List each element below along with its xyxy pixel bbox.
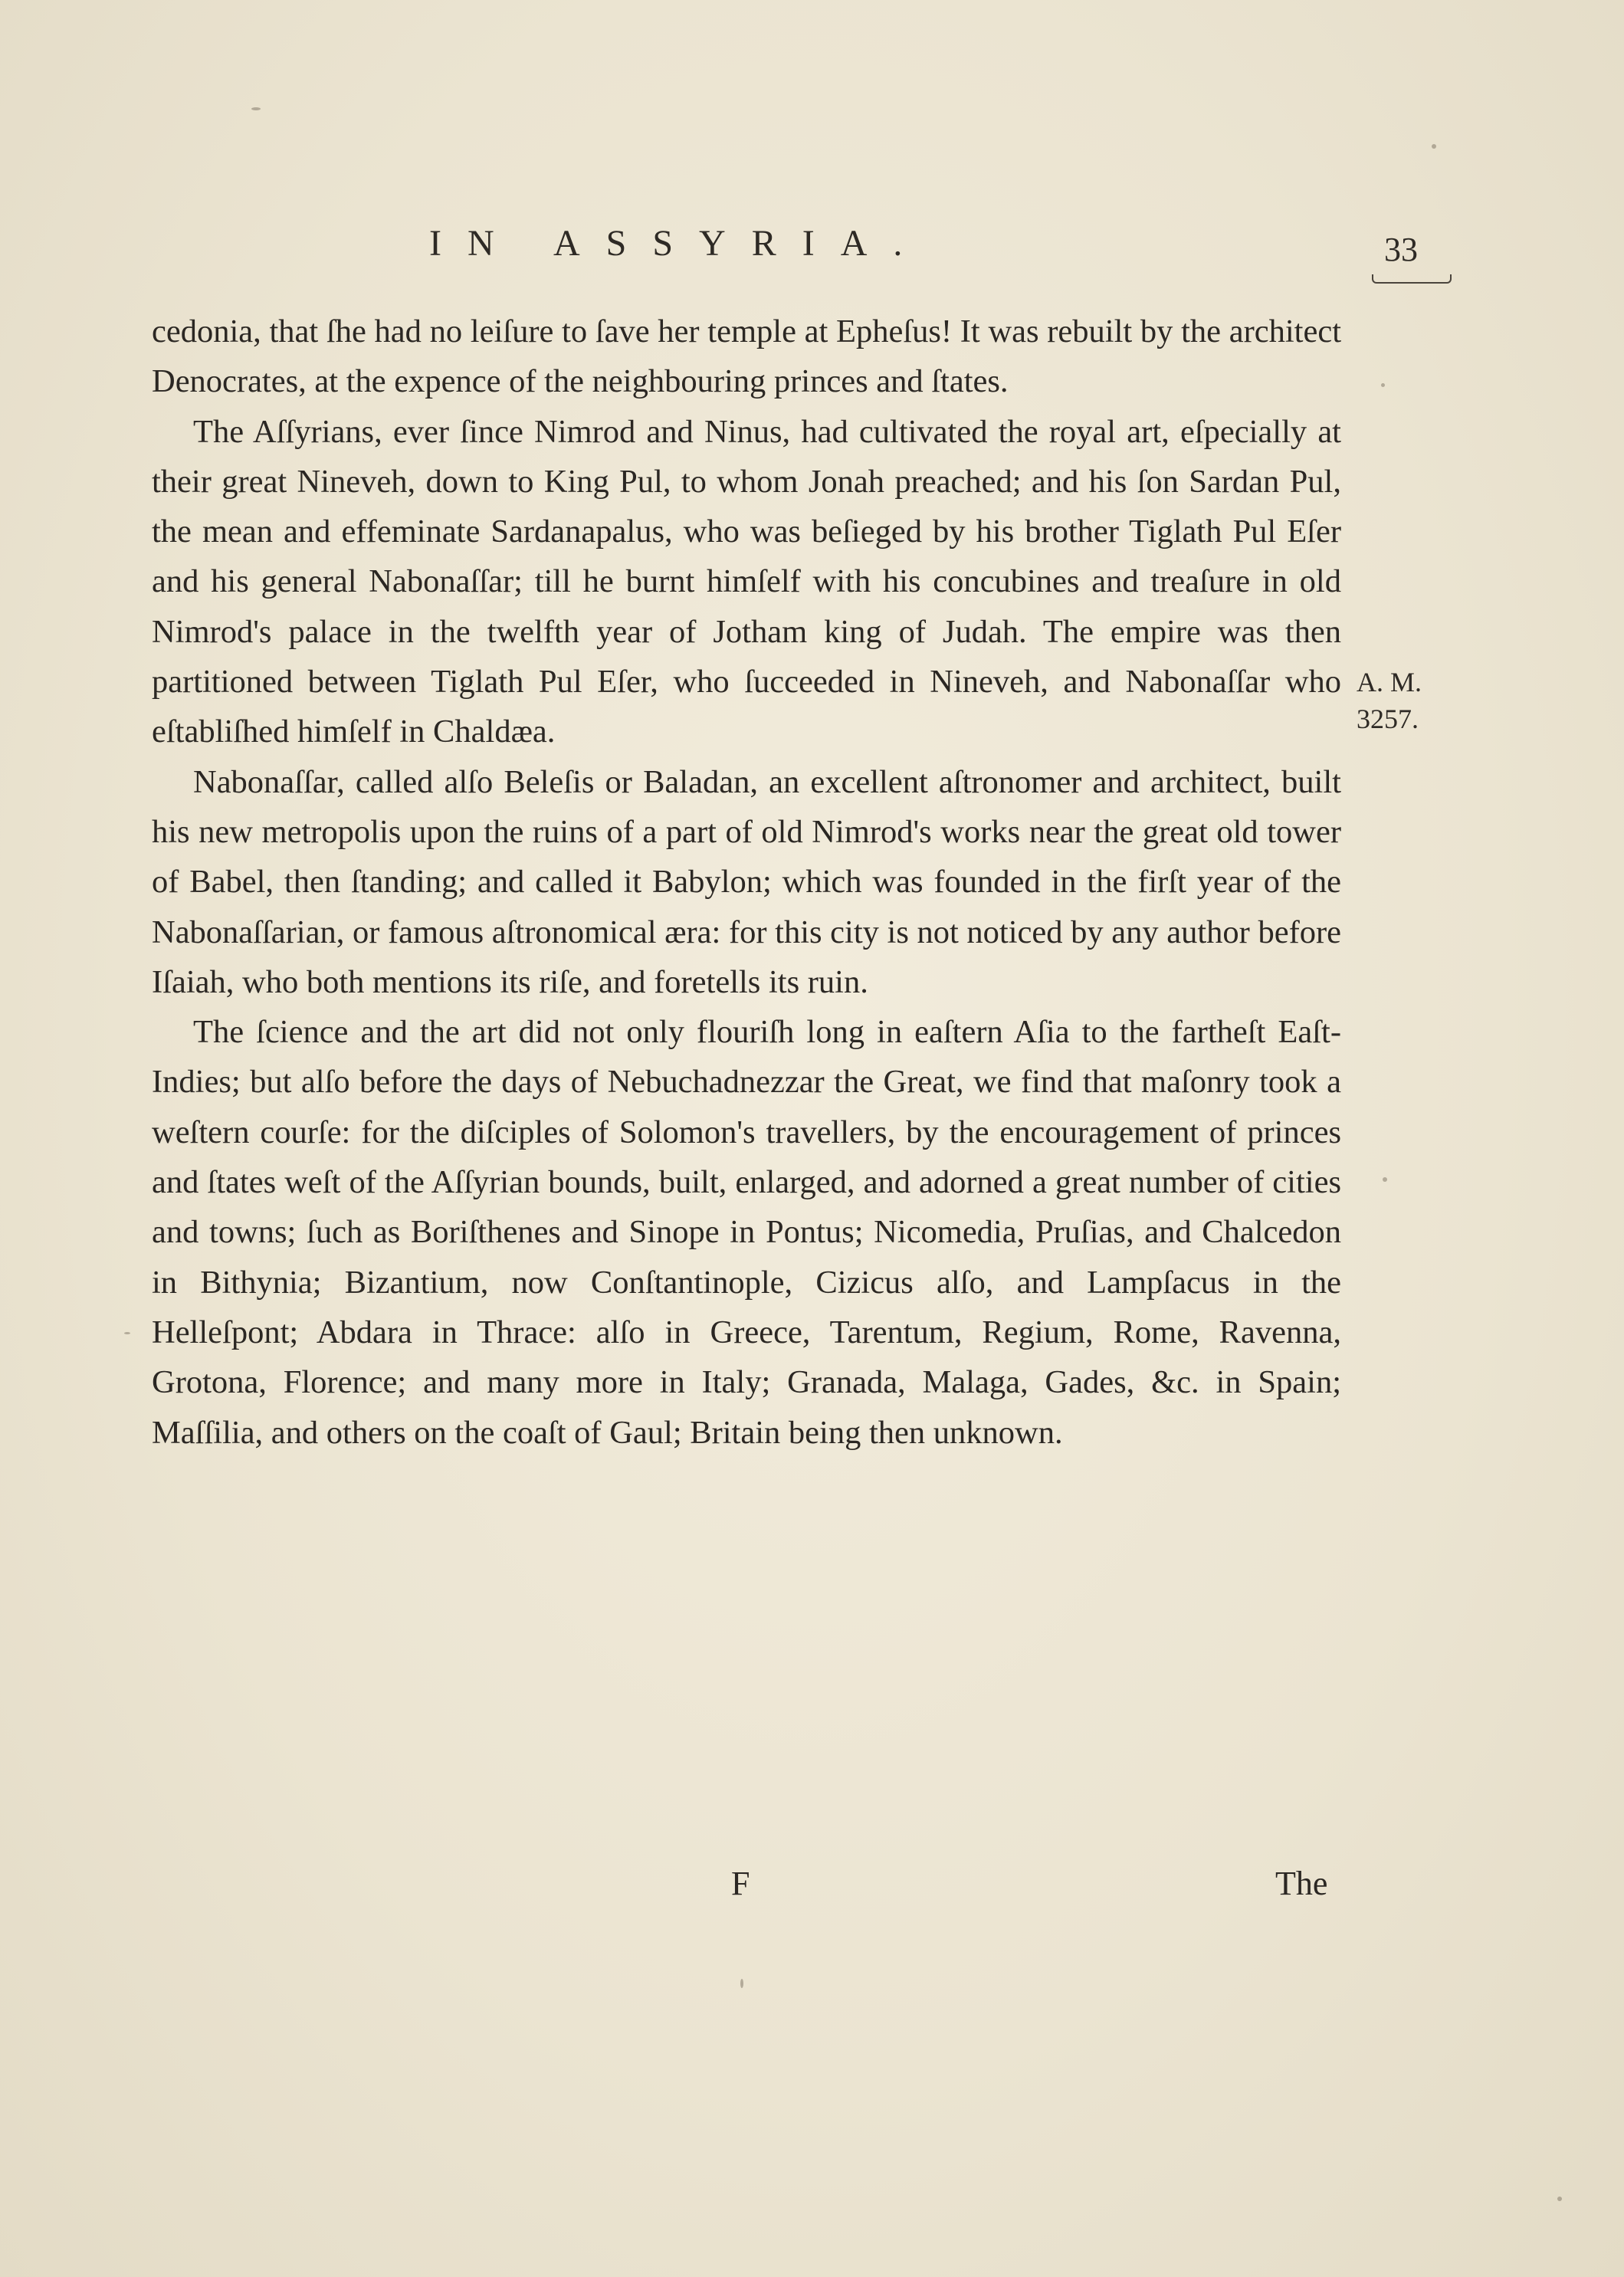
paragraph-4: The ſcience and the art did not only flouriſh long in eaſtern Aſia to the fartheſt Eaſt-Indies; but alſo before the days of Nebuchadnezzar the Great, we find that maſonry took a weſtern courſe: for the diſciples of Solomon's travellers, by the encouragement of princes and ſtates weſt of the Aſſyrian bounds, built, enlarged, and adorned a great number of cities and towns; ſuch as Boriſthenes and Sinope in Pontus; Nicomedia, Pruſias, and Chalcedon in Bithynia; Bizantium, now Conſtantinople, Cizicus alſo, and Lampſacus in the Helleſpont; Abdara in Thrace: alſo in Greece, Tarentum, Regium, Rome, Ravenna, Grotona, Florence; and many more in Italy; Granada, Malaga, Gades, &c. in Spain; Maſſilia, and others on the coaſt of Gaul; Britain being then unknown. <box>152 1014 1341 1451</box>
signature-mark: F <box>731 1865 750 1902</box>
paper-speck <box>1383 1177 1387 1182</box>
paper-speck <box>740 1979 743 1988</box>
paragraph-2: The Aſſyrians, ever ſince Nimrod and Ninus, had cultivated the royal art, eſpecially at their great Nineveh, down to King Pul, to whom Jonah preached; and his ſon Sardan Pul, the mean and effeminate Sardanapalus, who was beſieged by his brother Tiglath Pul Eſer and his general Nabonaſſar; till he burnt himſelf with his concubines and treaſure in old Nimrod's palace in the twelfth year of Jotham king of Judah. The empire was then partitioned between Tiglath Pul Eſer, who ſucceeded in Nineveh, and Nabonaſſar who eſtabliſhed himſelf in Chaldæa. <box>152 413 1341 750</box>
body-text <box>152 307 1341 1458</box>
catchword: The <box>1275 1865 1328 1902</box>
margin-note-anno-mundi <box>1357 664 1422 737</box>
paper-speck <box>124 1332 130 1334</box>
paper-speck <box>1432 144 1436 149</box>
paragraph-3: Nabonaſſar, called alſo Beleſis or Baladan, an excellent aſtronomer and architect, built his new metropolis upon the ruins of a part of old Nimrod's works near the great old tower of Babel, then ſtanding; and called it Babylon; which was founded in the firſt year of the Nabonaſſarian, or famous aſtronomical æra: for this city is not noticed by any author before Iſaiah, who both mentions its riſe, and foretells its ruin. <box>152 763 1341 1000</box>
running-title: IN ASSYRIA. <box>429 223 929 264</box>
paper-speck <box>251 107 261 110</box>
margin-note-year: 3257. <box>1357 704 1419 734</box>
paper-speck <box>1557 2197 1562 2201</box>
margin-note-label: A. M. <box>1357 667 1422 697</box>
paper-speck <box>1381 383 1385 387</box>
paragraph-1: cedonia, that ſhe had no leiſure to ſave her temple at Epheſus! It was rebuilt by the architect Denocrates, at the expence of the neighbouring princes and ſtates. <box>152 313 1341 400</box>
page-number-ornament <box>1372 274 1452 284</box>
page-number: 33 <box>1384 231 1418 268</box>
